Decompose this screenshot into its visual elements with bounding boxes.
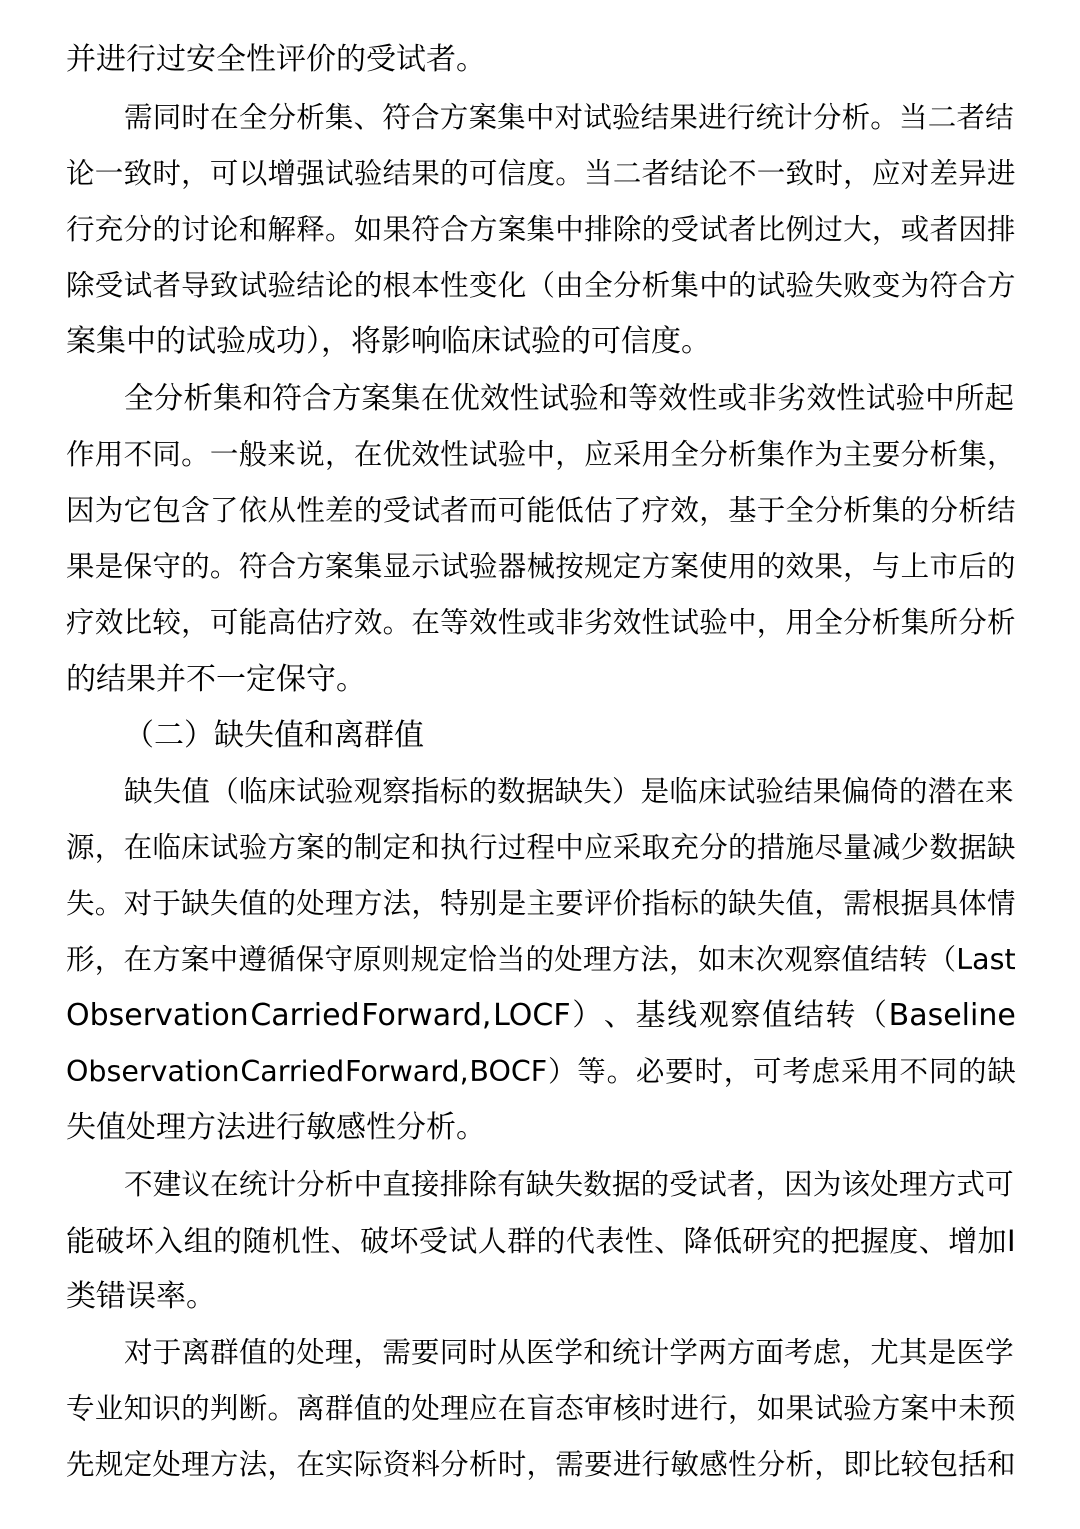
paragraph-line: 源 ， 在 临 床 试 验 方 案 的 制 定 和 执 行 过 程 中 应 采 取 充 分 的 措 施 尽 量 减 少 数 据 缺 (66, 831, 1016, 864)
paragraph-line: 除 受 试 者 导 致 试 验 结 论 的 根 本 性 变 化 （ 由 全 分 析 集 中 的 试 验 失 败 变 为 符 合 方 (66, 269, 1016, 302)
paragraph-line: 并进行过安全性评价的受试者。 (66, 42, 486, 77)
paragraph-line: 作 用 不 同 。 一 般 来 说 ， 在 优 效 性 试 验 中 ， 应 采 用 全 分 析 集 作 为 主 要 分 析 集 ， (66, 438, 1016, 471)
paragraph-line: 缺 失 值 （ 临 床 试 验 观 察 指 标 的 数 据 缺 失 ） 是 临 床 试 验 结 果 偏 倚 的 潜 在 来 (124, 775, 1014, 808)
paragraph-line: 的结果并不一定保守。 (66, 662, 366, 697)
paragraph-line: 论 一 致 时 ， 可 以 增 强 试 验 结 果 的 可 信 度 。 当 二 者 结 论 不 一 致 时 ， 应 对 差 异 进 (66, 157, 1016, 190)
paragraph-line: 不 建 议 在 统 计 分 析 中 直 接 排 除 有 缺 失 数 据 的 受 试 者 ， 因 为 该 处 理 方 式 可 (124, 1168, 1014, 1201)
paragraph-line: 疗 效 比 较 ， 可 能 高 估 疗 效 。 在 等 效 性 或 非 劣 效 性 试 验 中 ， 用 全 分 析 集 所 分 析 (66, 606, 1016, 639)
paragraph-line: 行 充 分 的 讨 论 和 解 释 。 如 果 符 合 方 案 集 中 排 除 的 受 试 者 比 例 过 大 ， 或 者 因 排 (66, 213, 1016, 246)
paragraph-line: Observation Carried Forward, LOCF ） 、 基 线 观 察 值 结 转 （ Baseline (66, 998, 1016, 1033)
paragraph-line: 失值处理方法进行敏感性分析。 (66, 1110, 486, 1145)
paragraph-line: 先 规 定 处 理 方 法 ， 在 实 际 资 料 分 析 时 ， 需 要 进 行 敏 感 性 分 析 ， 即 比 较 包 括 和 (66, 1448, 1016, 1481)
paragraph-line: 全 分 析 集 和 符 合 方 案 集 在 优 效 性 试 验 和 等 效 性 或 非 劣 效 性 试 验 中 所 起 (124, 381, 1014, 415)
paragraph-line: 果 是 保 守 的 。 符 合 方 案 集 显 示 试 验 器 械 按 规 定 方 案 使 用 的 效 果 ， 与 上 市 后 的 (66, 550, 1016, 583)
paragraph-line: 因 为 它 包 含 了 依 从 性 差 的 受 试 者 而 可 能 低 估 了 疗 效 ， 基 于 全 分 析 集 的 分 析 结 (66, 494, 1016, 527)
paragraph-line: 案集中的试验成功），将影响临床试验的可信度。 (66, 324, 711, 359)
paragraph-line: 需 同 时 在 全 分 析 集 、 符 合 方 案 集 中 对 试 验 结 果 进 行 统 计 分 析 。 当 二 者 结 (124, 101, 1014, 134)
paragraph-line: 对 于 离 群 值 的 处 理 ， 需 要 同 时 从 医 学 和 统 计 学 两 方 面 考 虑 ， 尤 其 是 医 学 (124, 1336, 1014, 1369)
paragraph-line: 失 。 对 于 缺 失 值 的 处 理 方 法 ， 特 别 是 主 要 评 价 指 标 的 缺 失 值 ， 需 根 据 具 体 情 (66, 887, 1016, 920)
section-heading: （二）缺失值和离群值 (124, 718, 424, 753)
paragraph-line: 形 ， 在 方 案 中 遵 循 保 守 原 则 规 定 恰 当 的 处 理 方 法 ， 如 末 次 观 察 值 结 转 （ Last (66, 943, 1016, 976)
paragraph-line: Observation Carried Forward, BOCF ） 等 。 必 要 时 ， 可 考 虑 采 用 不 同 的 缺 (66, 1055, 1016, 1088)
paragraph-line: 专 业 知 识 的 判 断 。 离 群 值 的 处 理 应 在 盲 态 审 核 时 进 行 ， 如 果 试 验 方 案 中 未 预 (66, 1392, 1016, 1425)
paragraph-line: 类错误率。 (66, 1279, 216, 1314)
paragraph-line: 能 破 坏 入 组 的 随 机 性 、 破 坏 受 试 人 群 的 代 表 性 、 降 低 研 究 的 把 握 度 、 增 加 Ⅰ (66, 1224, 1016, 1258)
